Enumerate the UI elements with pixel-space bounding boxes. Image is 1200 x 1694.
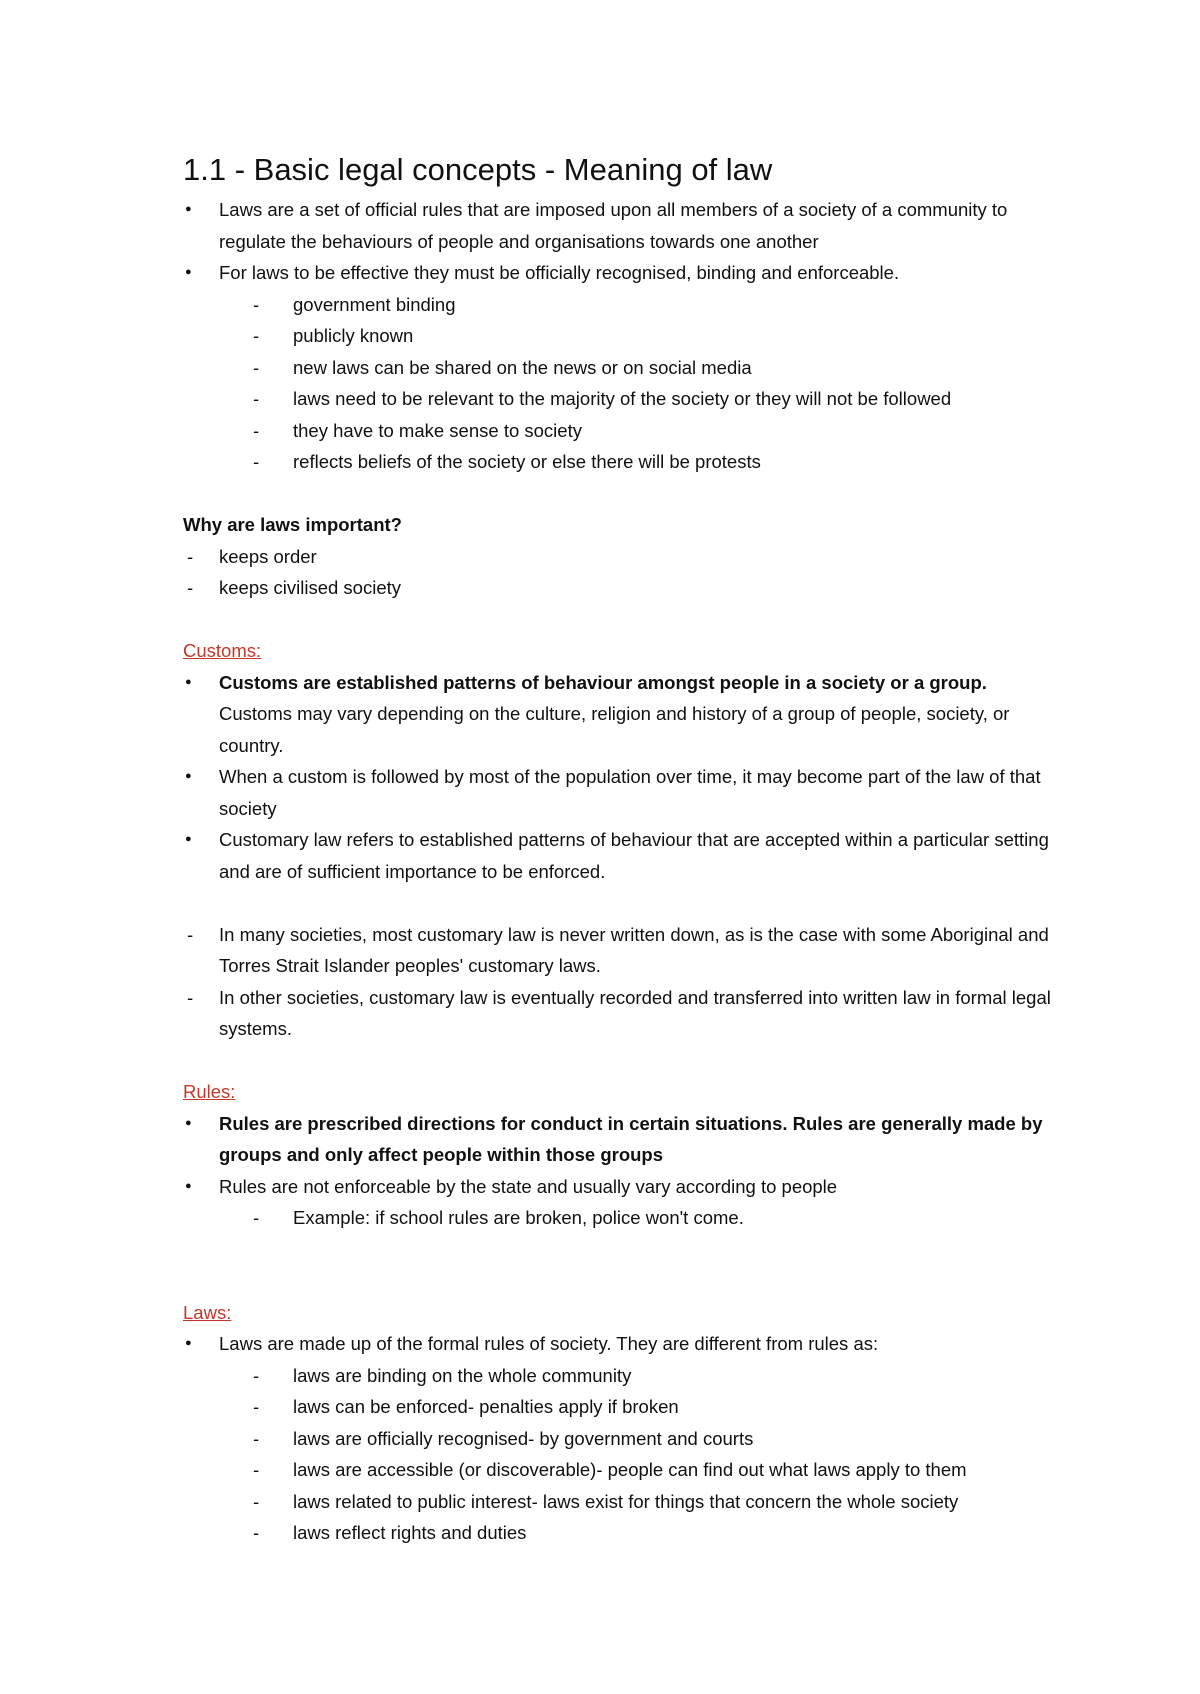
laws-dash-item: - laws are accessible (or discoverable)- people can find out what laws apply to them	[183, 1454, 1063, 1486]
intro-dash-item: - reflects beliefs of the society or else there will be protests	[183, 446, 1063, 478]
intro-dash-item: - laws need to be relevant to the majority of the society or they will not be followed	[183, 383, 1063, 415]
laws-dash-item: - laws can be enforced- penalties apply if broken	[183, 1391, 1063, 1423]
intro-dash-item: - they have to make sense to society	[183, 415, 1063, 447]
spacer	[183, 887, 1063, 919]
customs-bullet-1-bold: Customs are established patterns of behaviour amongst people in a society or a group.	[219, 671, 987, 693]
spacer	[183, 1045, 1063, 1077]
customs-heading: Customs:	[183, 640, 262, 661]
intro-dash-item: - publicly known	[183, 320, 1063, 352]
intro-dash-item: - government binding	[183, 289, 1063, 321]
intro-dash-item: - new laws can be shared on the news or on social media	[183, 352, 1063, 384]
rules-heading: Rules:	[183, 1081, 236, 1102]
customs-bullet-3: ● Customary law refers to established patterns of behaviour that are accepted within a particular setting and are of sufficient importance to be enforced.	[183, 824, 1063, 887]
rules-bullet-1: ● Rules are prescribed directions for conduct in certain situations. Rules are generally made by groups and only affect people within those groups	[183, 1108, 1063, 1171]
laws-dash-item: - laws are officially recognised- by government and courts	[183, 1423, 1063, 1455]
document-body	[183, 150, 1063, 1549]
spacer	[183, 478, 1063, 510]
laws-dash-item: - laws related to public interest- laws exist for things that concern the whole society	[183, 1486, 1063, 1518]
customs-bullet-2: ● When a custom is followed by most of the population over time, it may become part of the law of that society	[183, 761, 1063, 824]
customs-dash-1: - In many societies, most customary law is never written down, as is the case with some Aboriginal and Torres Strait Islander peoples' customary laws.	[183, 919, 1063, 982]
laws-bullet-1: ● Laws are made up of the formal rules of society. They are different from rules as:	[183, 1328, 1063, 1360]
customs-bullet-1-rest: Customs may vary depending on the culture, religion and history of a group of people, society, or country.	[219, 703, 1010, 756]
spacer	[183, 604, 1063, 636]
customs-bullet-1	[183, 667, 1063, 762]
intro-bullet-2: ● For laws to be effective they must be officially recognised, binding and enforceable.	[183, 257, 1063, 289]
why-dash-item: - keeps order	[183, 541, 1063, 573]
laws-dash-item: - laws reflect rights and duties	[183, 1517, 1063, 1549]
why-heading: Why are laws important?	[183, 514, 402, 535]
why-dash-item: - keeps civilised society	[183, 572, 1063, 604]
rules-dash-1: - Example: if school rules are broken, police won't come.	[183, 1202, 1063, 1234]
page-title: 1.1 - Basic legal concepts - Meaning of law	[183, 152, 773, 187]
laws-dash-item: - laws are binding on the whole community	[183, 1360, 1063, 1392]
rules-bullet-2: ● Rules are not enforceable by the state and usually vary according to people	[183, 1171, 1063, 1203]
customs-dash-2: - In other societies, customary law is eventually recorded and transferred into written law in formal legal systems.	[183, 982, 1063, 1045]
spacer	[183, 1234, 1063, 1297]
laws-heading: Laws:	[183, 1301, 232, 1323]
intro-bullet-1: ● Laws are a set of official rules that are imposed upon all members of a society of a community to regulate the behaviours of people and organisations towards one another	[183, 194, 1063, 257]
